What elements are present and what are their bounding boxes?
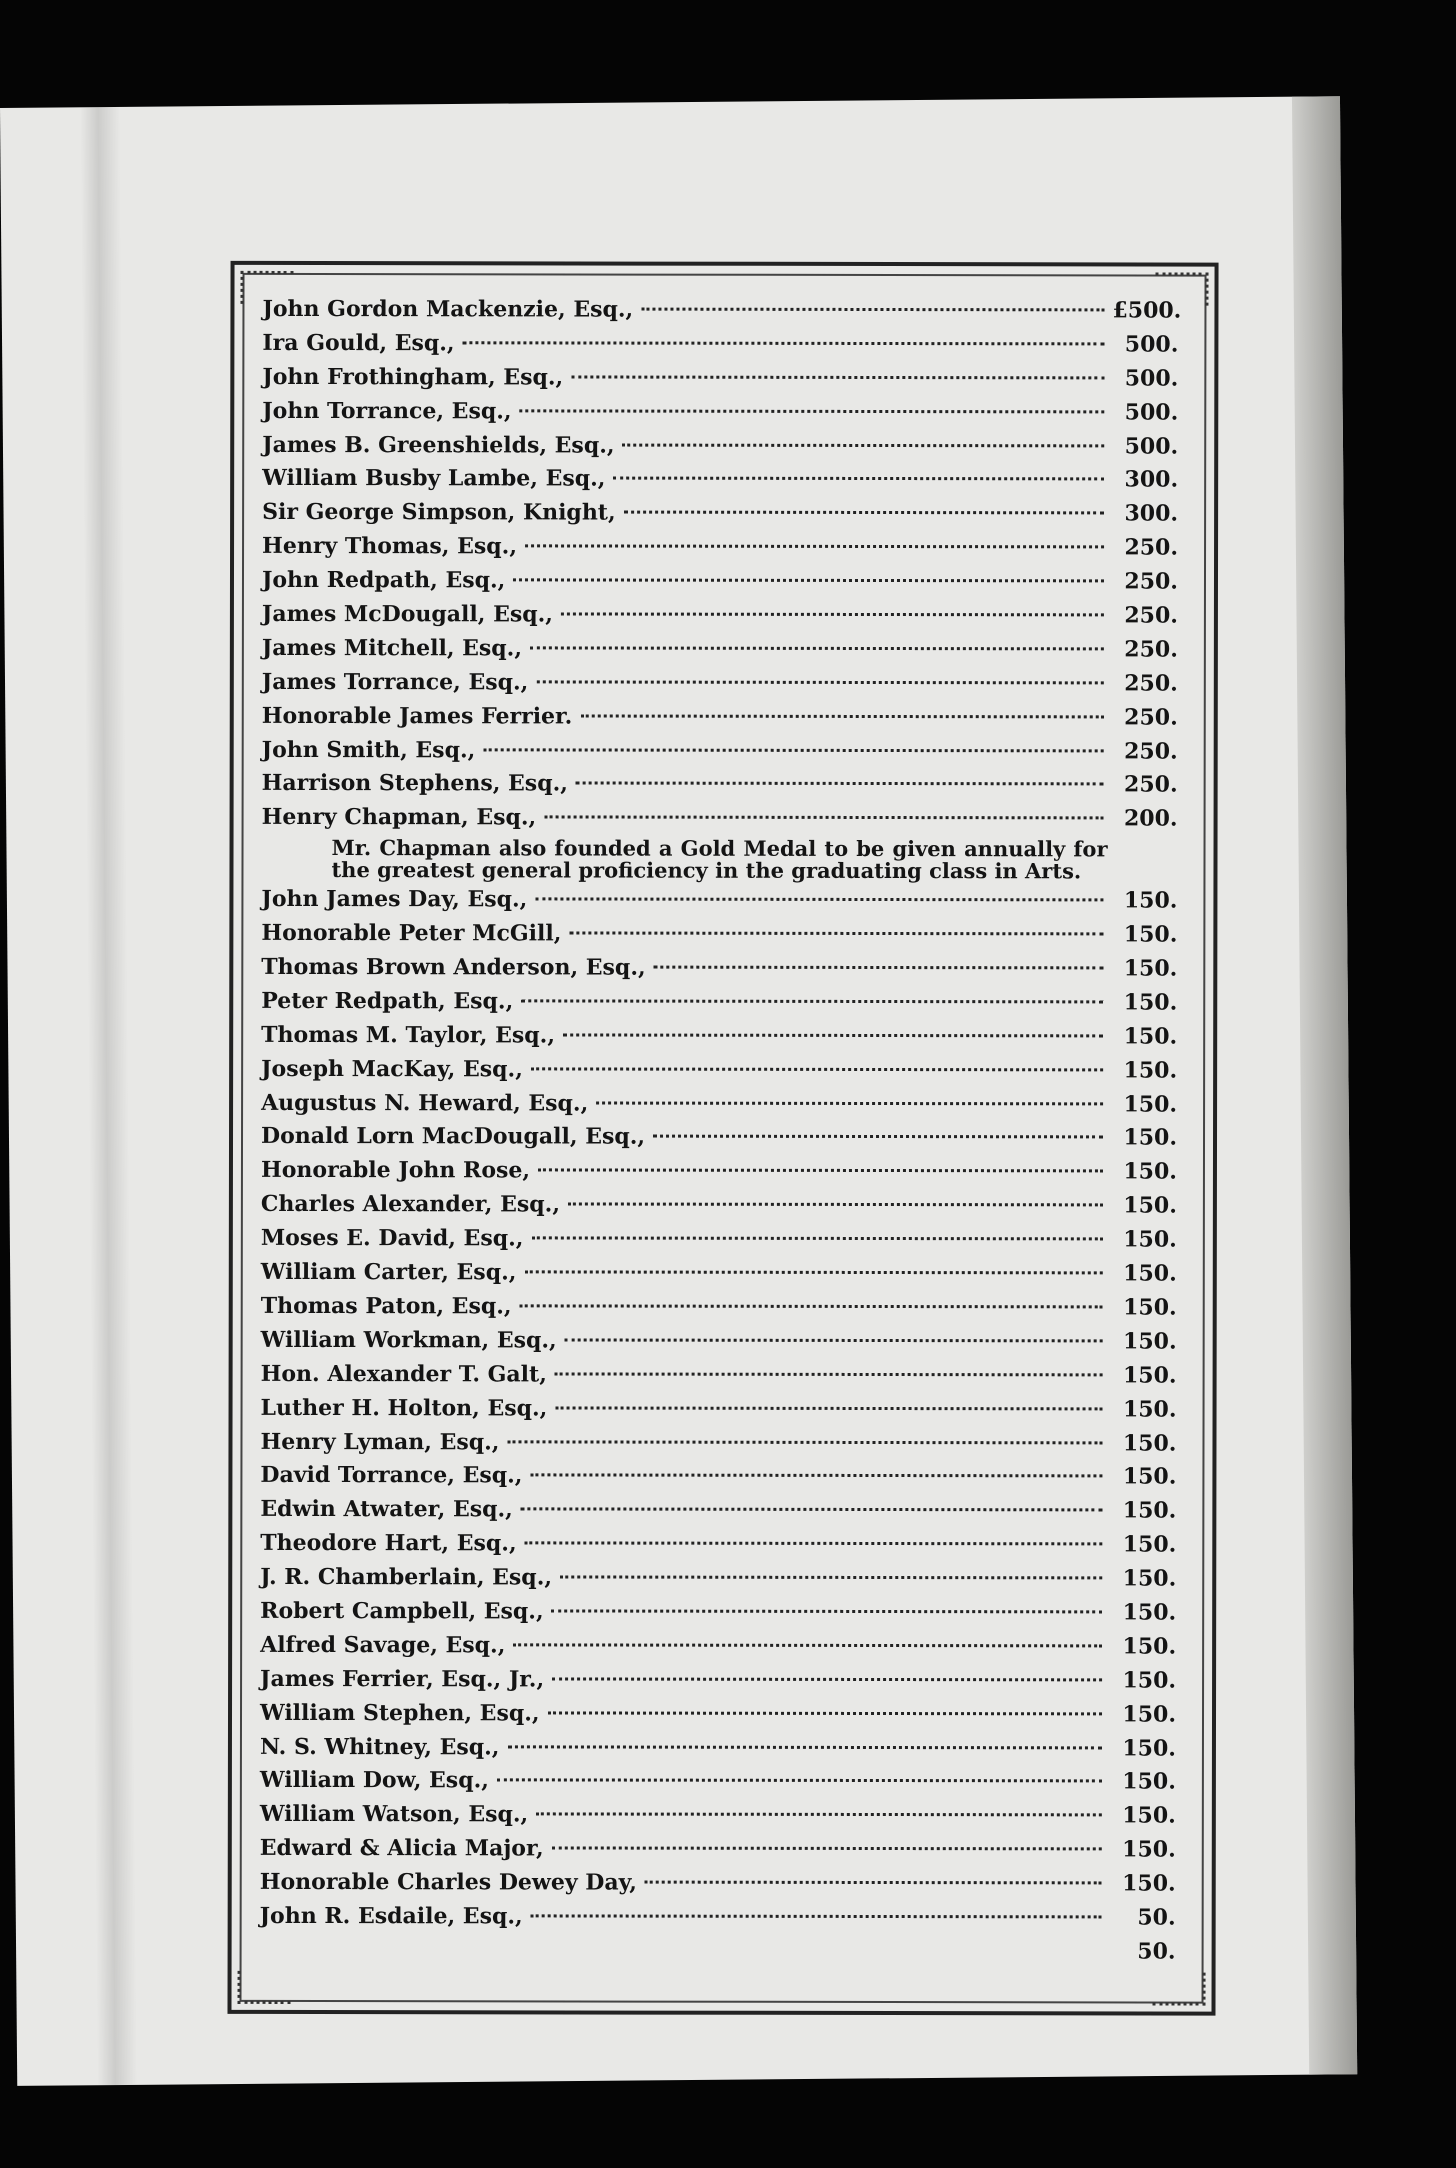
donor-name: John Torrance, Esq., — [262, 397, 512, 425]
donor-row — [262, 361, 1178, 396]
donation-amount: 150. — [1122, 1768, 1176, 1795]
donor-list-part-a — [261, 293, 1182, 837]
donor-row — [260, 1866, 1176, 1901]
dot-leader — [624, 511, 1104, 515]
donor-name: James Torrance, Esq., — [261, 668, 529, 696]
donation-amount: 250. — [1124, 738, 1178, 765]
donor-row — [260, 1730, 1176, 1765]
donation-amount: 150. — [1122, 1734, 1176, 1762]
donor-row — [262, 700, 1178, 735]
dot-leader — [525, 545, 1104, 549]
dot-leader — [552, 1847, 1102, 1851]
donor-name: Honorable John Rose, — [260, 1157, 531, 1184]
donor-name: Ira Gould, Esq., — [262, 329, 455, 357]
donor-name: Robert Campbell, Esq., — [260, 1597, 544, 1625]
donor-name: John Gordon Mackenzie, Esq., — [262, 295, 634, 323]
dot-leader — [530, 1474, 1102, 1478]
dot-leader — [536, 680, 1103, 684]
donation-amount: 150. — [1123, 1192, 1177, 1219]
donor-name: James Ferrier, Esq., Jr., — [260, 1665, 545, 1693]
donation-amount: 300. — [1124, 500, 1179, 527]
donation-amount: 500. — [1124, 331, 1179, 358]
donation-amount: 300. — [1124, 466, 1179, 493]
donor-name: Moses E. David, Esq., — [260, 1225, 524, 1252]
donor-row — [262, 734, 1178, 769]
donor-row — [261, 1154, 1177, 1189]
dot-leader — [538, 1169, 1103, 1173]
donor-row — [261, 1053, 1177, 1088]
donation-amount: 250. — [1124, 636, 1178, 663]
dot-leader — [580, 714, 1103, 718]
donor-row — [260, 1798, 1176, 1833]
donor-row — [262, 767, 1178, 802]
dot-leader — [507, 1440, 1102, 1444]
donation-amount: 150. — [1123, 1091, 1178, 1118]
donation-amount: 150. — [1122, 1667, 1177, 1694]
donor-name: N. S. Whitney, Esq., — [259, 1733, 500, 1760]
donor-name: John R. Esdaile, Esq., — [259, 1902, 523, 1930]
donor-name: William Busby Lambe, Esq., — [262, 465, 606, 492]
donor-row — [262, 428, 1178, 463]
donor-row — [260, 1934, 1176, 1969]
dot-leader — [552, 1609, 1103, 1613]
donation-amount: 150. — [1122, 1362, 1177, 1389]
dot-leader — [555, 1406, 1102, 1410]
page-fold-shadow — [80, 107, 137, 2085]
donor-row — [262, 801, 1178, 836]
dot-leader — [521, 999, 1103, 1003]
donor-name: William Workman, Esq., — [260, 1326, 557, 1354]
donation-amount: 150. — [1122, 1497, 1177, 1524]
donor-name: William Carter, Esq., — [260, 1258, 517, 1286]
donor-row — [262, 632, 1178, 667]
dot-leader — [531, 1067, 1103, 1071]
donor-name: Harrison Stephens, Esq., — [261, 770, 568, 797]
donor-name: John Redpath, Esq., — [261, 567, 506, 594]
donor-row — [261, 1222, 1177, 1257]
donation-amount: 150. — [1122, 1870, 1176, 1897]
donor-row — [261, 917, 1177, 952]
donation-amount: 500. — [1124, 399, 1179, 426]
donation-amount: 150. — [1122, 1701, 1177, 1728]
donation-amount: 150. — [1123, 1057, 1178, 1084]
dot-leader — [513, 1643, 1102, 1647]
donor-row — [261, 1324, 1177, 1359]
donor-name: Honorable James Ferrier. — [261, 702, 573, 730]
donor-row — [261, 1120, 1177, 1155]
donor-name: J. R. Chamberlain, Esq., — [260, 1563, 553, 1591]
donation-amount: 150. — [1122, 1599, 1177, 1626]
dot-leader — [463, 341, 1105, 345]
donor-name: Joseph MacKay, Esq., — [261, 1055, 523, 1083]
donation-amount: 150. — [1123, 989, 1178, 1016]
donor-name: James McDougall, Esq., — [261, 600, 553, 628]
donor-list-part-b — [260, 883, 1178, 1935]
donor-name: William Dow, Esq., — [259, 1767, 489, 1794]
donation-amount: 250. — [1124, 704, 1178, 731]
dot-leader — [525, 1542, 1103, 1546]
donor-row — [260, 1459, 1176, 1494]
donation-amount: 500. — [1124, 432, 1179, 460]
dot-leader — [513, 578, 1104, 582]
donor-row — [260, 1663, 1176, 1698]
donation-amount: 150. — [1122, 1565, 1177, 1592]
donor-row — [260, 1697, 1176, 1732]
donation-amount: 150. — [1122, 1531, 1177, 1558]
donor-row — [260, 1595, 1176, 1630]
donor-name: Edwin Atwater, Esq., — [260, 1496, 513, 1523]
donation-amount: 250. — [1124, 670, 1178, 697]
dot-leader — [569, 932, 1103, 936]
donor-row — [262, 598, 1178, 633]
dot-leader — [483, 748, 1103, 752]
donation-amount: 150. — [1123, 1328, 1177, 1355]
donor-name: William Stephen, Esq., — [259, 1699, 540, 1727]
donor-name: Donald Lorn MacDougall, Esq., — [260, 1123, 646, 1151]
corner-ornament — [1153, 1972, 1206, 2005]
donation-amount: £500. — [1112, 297, 1182, 324]
donor-row — [261, 1392, 1177, 1427]
dot-leader — [565, 1338, 1103, 1342]
donation-amount: 150. — [1122, 1633, 1177, 1660]
dot-leader — [654, 966, 1104, 970]
donation-amount: 250. — [1124, 534, 1179, 561]
dot-leader — [571, 375, 1104, 379]
donor-row — [262, 395, 1178, 430]
donor-row — [260, 1832, 1176, 1867]
donation-amount: 150. — [1123, 1124, 1178, 1152]
dot-leader — [524, 1270, 1102, 1274]
donor-name: Hon. Alexander T. Galt, — [260, 1360, 547, 1388]
list-frame — [227, 261, 1218, 2016]
donor-row — [261, 883, 1177, 918]
donation-amount: 150. — [1122, 1396, 1177, 1423]
donor-row — [261, 1188, 1177, 1223]
donor-row — [261, 1358, 1177, 1393]
donor-name: William Watson, Esq., — [259, 1801, 529, 1828]
donor-row — [262, 564, 1178, 599]
dot-leader — [536, 1813, 1102, 1817]
chapman-note: Mr. Chapman also founded a Gold Medal to be given annually for the greatest general proficiency in the graduating class in Arts. — [331, 835, 1108, 884]
donor-name: John Smith, Esq., — [261, 736, 476, 763]
donation-amount: 500. — [1124, 365, 1179, 392]
donor-row — [260, 1527, 1176, 1562]
donor-row — [260, 1900, 1176, 1935]
donor-row — [260, 1629, 1176, 1664]
donor-name: Henry Lyman, Esq., — [260, 1428, 500, 1455]
donation-amount: 150. — [1123, 1023, 1178, 1050]
donor-row — [262, 530, 1178, 565]
dot-leader — [520, 1304, 1103, 1308]
donor-name: Luther H. Holton, Esq., — [260, 1394, 548, 1422]
donor-row — [262, 496, 1178, 531]
donor-row — [261, 1087, 1177, 1122]
dot-leader — [561, 612, 1104, 616]
donation-amount: 150. — [1122, 1802, 1176, 1829]
donor-row — [262, 327, 1178, 362]
dot-leader — [653, 1135, 1103, 1139]
donor-name: John James Day, Esq., — [261, 886, 528, 913]
dot-leader — [521, 1508, 1103, 1512]
dot-leader — [613, 477, 1104, 481]
dot-leader — [560, 1576, 1102, 1580]
donor-name: Augustus N. Heward, Esq., — [261, 1089, 589, 1117]
donor-name: Theodore Hart, Esq., — [260, 1530, 517, 1557]
donor-name: Thomas M. Taylor, Esq., — [261, 1021, 556, 1049]
donor-name: Henry Thomas, Esq., — [262, 533, 518, 560]
donor-row — [261, 1019, 1177, 1054]
donation-amount: 150. — [1123, 1226, 1177, 1253]
donor-name: David Torrance, Esq., — [260, 1462, 523, 1489]
donation-amount: 150. — [1123, 887, 1178, 914]
donor-name: Thomas Brown Anderson, Esq., — [261, 953, 646, 981]
dot-leader — [641, 308, 1104, 312]
dot-leader — [544, 816, 1103, 820]
document-page — [0, 96, 1357, 2086]
donation-amount: 50. — [1137, 1904, 1176, 1931]
donor-name: Alfred Savage, Esq., — [260, 1631, 506, 1659]
dot-leader — [548, 1711, 1102, 1715]
donation-amount: 150. — [1122, 1836, 1176, 1863]
dot-leader — [563, 1033, 1103, 1037]
donor-list — [259, 293, 1182, 1969]
dot-leader — [576, 782, 1104, 786]
donor-row — [260, 1493, 1176, 1528]
donation-amount: 150. — [1123, 1294, 1177, 1321]
donor-name: Peter Redpath, Esq., — [261, 987, 514, 1015]
dot-leader — [623, 443, 1105, 447]
dot-leader — [645, 1881, 1102, 1885]
donor-name: Sir George Simpson, Knight, — [262, 499, 616, 526]
donor-row — [260, 1561, 1176, 1596]
dot-leader — [596, 1101, 1103, 1105]
donor-name: Honorable Peter McGill, — [261, 920, 562, 947]
donor-name: Henry Chapman, Esq., — [261, 804, 537, 831]
dot-leader — [535, 898, 1103, 902]
dot-leader — [497, 1779, 1102, 1783]
dot-leader — [531, 1237, 1102, 1241]
dot-leader — [568, 1203, 1103, 1207]
donor-name: James Mitchell, Esq., — [261, 634, 523, 662]
dot-leader — [531, 1914, 1102, 1918]
donor-name: Charles Alexander, Esq., — [260, 1191, 561, 1218]
donor-name: Edward & Alicia Major, — [259, 1835, 544, 1862]
donor-row — [262, 293, 1182, 328]
donation-amount: 250. — [1124, 771, 1178, 798]
donation-amount: 150. — [1123, 1260, 1177, 1287]
corner-ornament — [238, 1971, 291, 2004]
donor-row — [260, 1425, 1176, 1460]
dot-leader — [520, 409, 1105, 413]
donor-name: Thomas Paton, Esq., — [260, 1292, 512, 1320]
page-edge — [1292, 96, 1357, 2074]
donor-row — [262, 666, 1178, 701]
donor-row — [261, 1256, 1177, 1291]
donor-name: Honorable Charles Dewey Day, — [259, 1869, 637, 1896]
donor-row — [261, 951, 1177, 986]
donor-row — [260, 1764, 1176, 1799]
donation-amount: 150. — [1123, 921, 1178, 948]
donor-row — [261, 1290, 1177, 1325]
dot-leader — [507, 1745, 1101, 1749]
donor-name: James B. Greenshields, Esq., — [262, 431, 615, 459]
donation-amount: 250. — [1124, 602, 1178, 629]
dot-leader — [530, 646, 1104, 650]
donation-amount: 150. — [1123, 1158, 1177, 1185]
donor-row — [261, 985, 1177, 1020]
donation-amount: 150. — [1123, 955, 1178, 982]
donor-row — [262, 462, 1178, 497]
dot-leader — [555, 1372, 1103, 1376]
donation-amount: 250. — [1124, 568, 1179, 595]
donation-amount: 150. — [1122, 1463, 1177, 1490]
donation-amount: 50. — [1137, 1938, 1176, 1965]
donation-amount: 150. — [1122, 1429, 1177, 1457]
donor-name: John Frothingham, Esq., — [262, 363, 564, 391]
dot-leader — [552, 1677, 1102, 1681]
donation-amount: 200. — [1123, 805, 1178, 832]
